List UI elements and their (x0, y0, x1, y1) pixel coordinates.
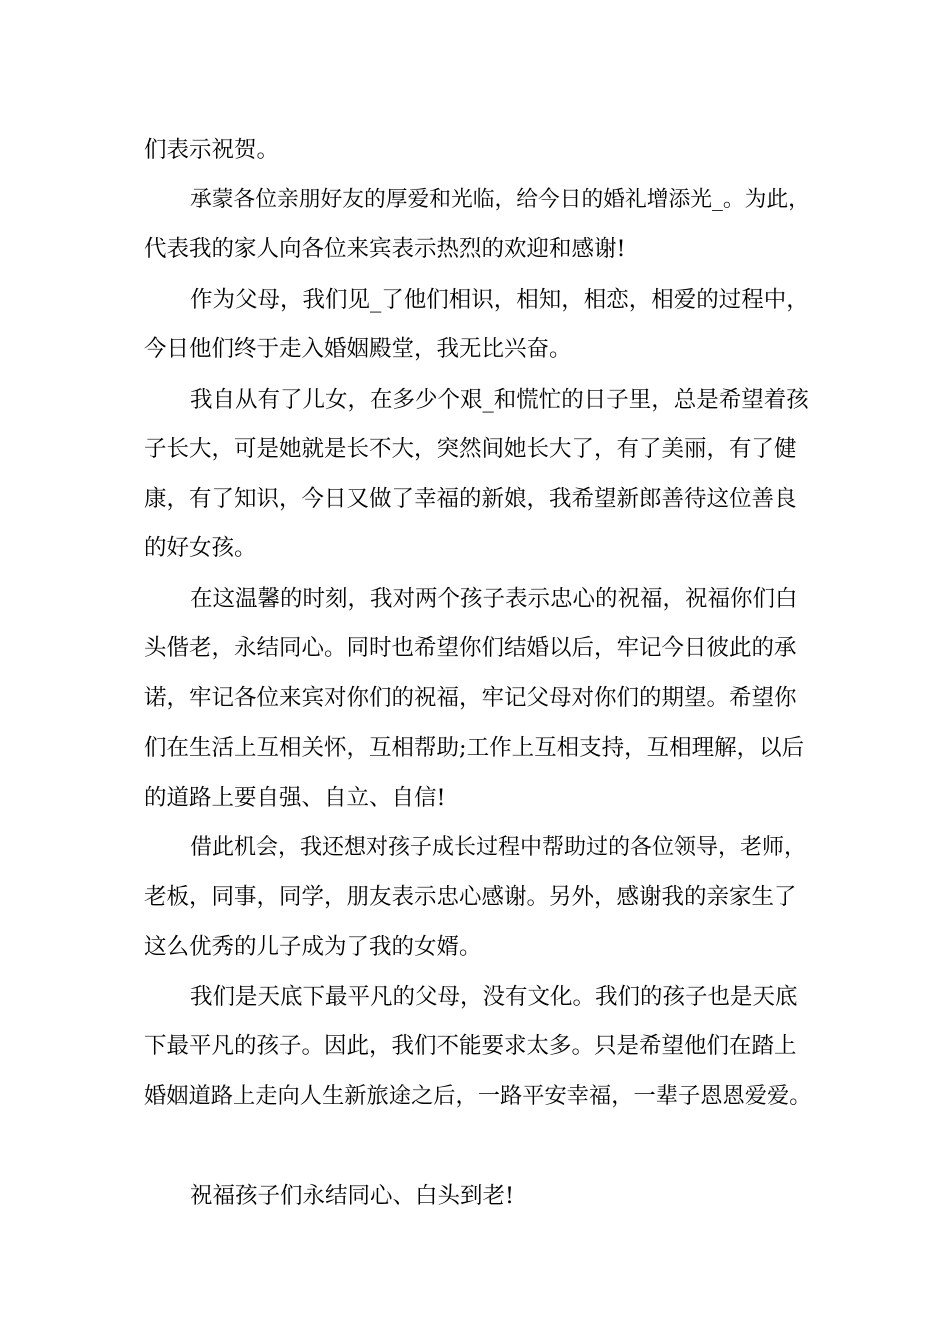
text-line: 诺，牢记各位来宾对你们的祝福，牢记父母对你们的期望。希望你 (144, 685, 797, 711)
text-line: 这么优秀的儿子成为了我的女婿。 (144, 934, 482, 960)
text-line: 代表我的家人向各位来宾表示热烈的欢迎和感谢! (144, 236, 626, 262)
closing-blessing: 祝福孩子们永结同心、白头到老! (190, 1183, 515, 1209)
paragraph-first-line: 承蒙各位亲朋好友的厚爱和光临，给今日的婚礼增添光_。为此， (190, 187, 810, 212)
text-line: 老板，同事，同学，朋友表示忠心感谢。另外，感谢我的亲家生了 (144, 884, 797, 910)
text-line: 的道路上要自强、自立、自信! (144, 785, 446, 811)
paragraph-first-line: 在这温馨的时刻，我对两个孩子表示忠心的祝福，祝福你们白 (190, 586, 798, 612)
text-line: 婚姻道路上走向人生新旅途之后，一路平安幸福，一辈子恩恩爱爱。 (144, 1083, 812, 1109)
text-line: 们表示祝贺。 (144, 137, 280, 163)
text-line: 今日他们终于走入婚姻殿堂，我无比兴奋。 (144, 336, 572, 362)
text-line: 康，有了知识，今日又做了幸福的新娘，我希望新郎善待这位善良 (144, 486, 797, 512)
text-line: 头偕老，永结同心。同时也希望你们结婚以后，牢记今日彼此的承 (144, 635, 797, 661)
text-line: 子长大，可是她就是长不大，突然间她长大了，有了美丽，有了健 (144, 436, 797, 462)
paragraph-first-line: 借此机会，我还想对孩子成长过程中帮助过的各位领导，老师， (190, 835, 807, 860)
paragraph-first-line: 作为父母，我们见_了他们相识，相知，相恋，相爱的过程中， (190, 287, 809, 313)
paragraph-first-line: 我自从有了儿女，在多少个艰_和慌忙的日子里，总是希望着孩 (190, 387, 809, 413)
text-line: 的好女孩。 (144, 535, 257, 561)
text-line: 们在生活上互相关怀，互相帮助;工作上互相支持，互相理解，以后 (144, 735, 805, 761)
paragraph-first-line: 我们是天底下最平凡的父母，没有文化。我们的孩子也是天底 (190, 984, 798, 1010)
text-line: 下最平凡的孩子。因此，我们不能要求太多。只是希望他们在踏上 (144, 1033, 797, 1059)
